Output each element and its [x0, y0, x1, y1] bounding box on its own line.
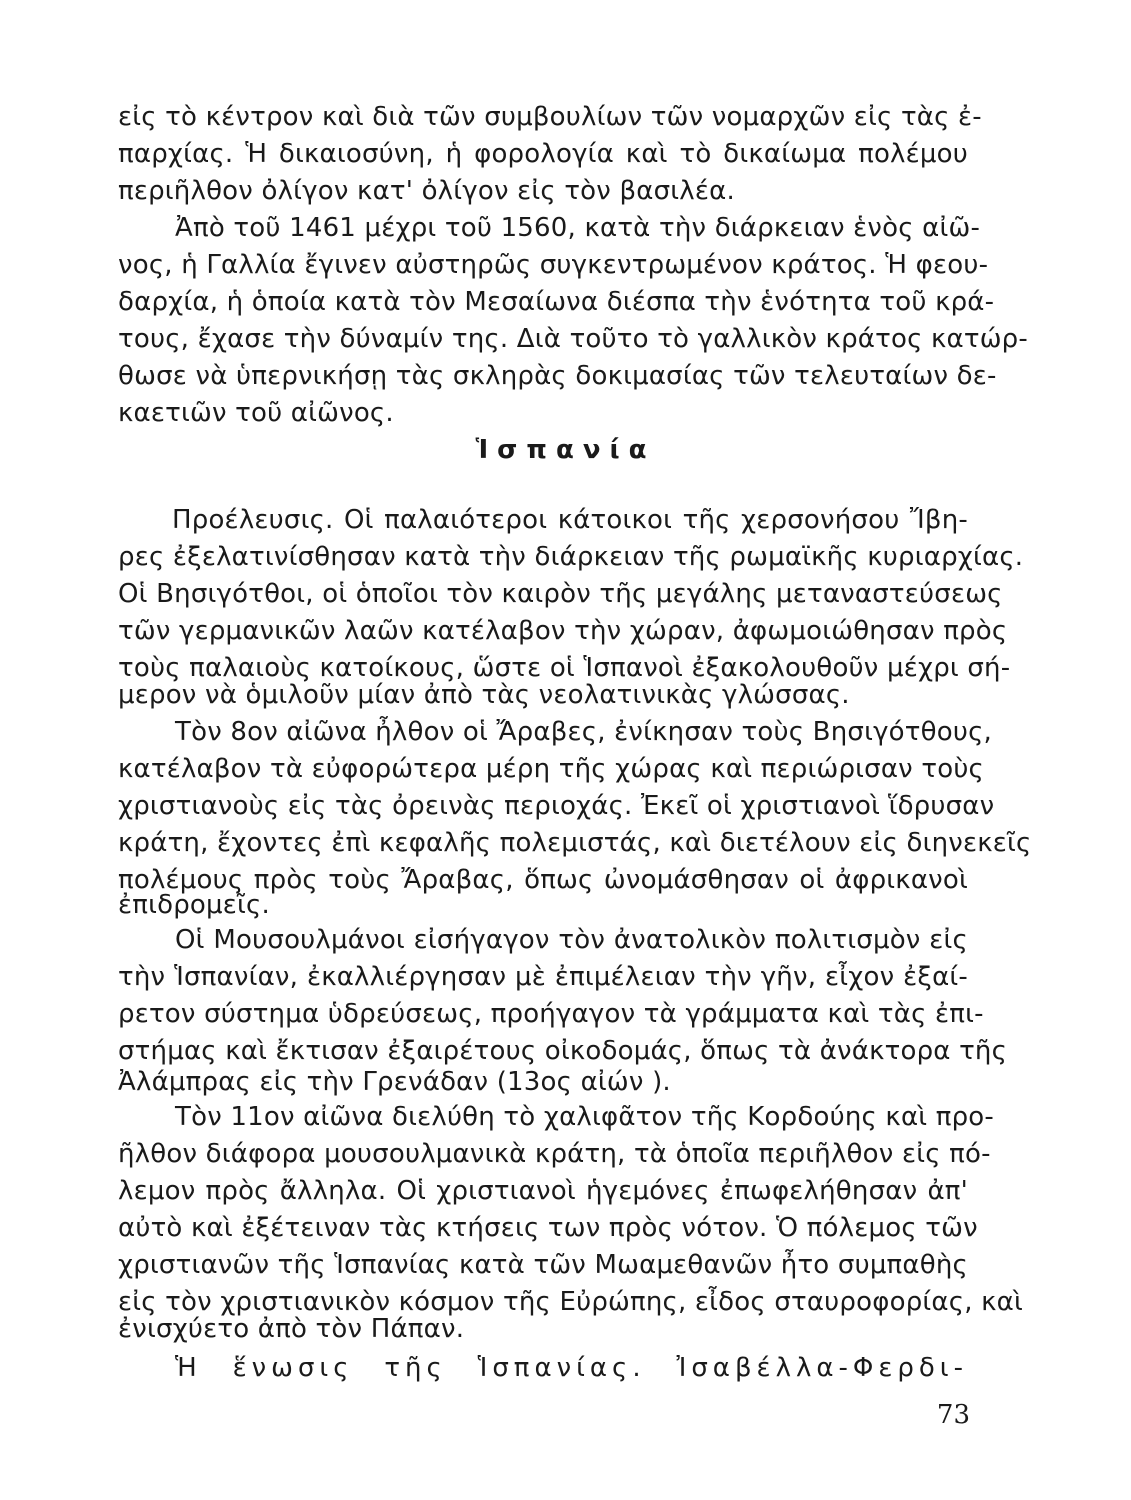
text-line: ρες ἐξελατινίσθησαν κατὰ τὴν διάρκειαν τῆς ρωμαϊκῆς κυριαρχίας.	[118, 542, 1024, 572]
text-line: δαρχία, ἡ ὁποία κατὰ τὸν Μεσαίωνα διέσπα τὴν ἑνότητα τοῦ κρά-	[118, 287, 995, 317]
text-line: Ἀλάμπρας εἰς τὴν Γρενάδαν (13ος αἰών ).	[118, 1067, 671, 1097]
text-line: Οἱ Μουσουλμάνοι εἰσήγαγον τὸν ἀνατολικὸν πολιτισμὸν εἰς	[175, 925, 968, 955]
text-line: Τὸν 8ον αἰῶνα ἦλθον οἱ Ἄραβες, ἐνίκησαν τοὺς Βησιγότθους,	[175, 717, 992, 747]
text-line: Ἀπὸ τοῦ 1461 μέχρι τοῦ 1560, κατὰ τὴν διάρκειαν ἑνὸς αἰῶ-	[175, 213, 981, 243]
text-line: νος, ἡ Γαλλία ἔγινεν αὐστηρῶς συγκεντρωμένον κράτος. Ἡ φεου-	[118, 250, 989, 280]
text-line: τὴν Ἱσπανίαν, ἐκαλλιέργησαν μὲ ἐπιμέλειαν τὴν γῆν, εἶχον ἐξαί-	[118, 962, 968, 992]
text-line: ἐνισχύετο ἀπὸ τὸν Πάπαν.	[118, 1314, 465, 1344]
text-line: μερον νὰ ὁμιλοῦν μίαν ἀπὸ τὰς νεολατινικὰς γλώσσας.	[118, 680, 850, 710]
text-line: κράτη, ἔχοντες ἐπὶ κεφαλῆς πολεμιστάς, καὶ διετέλουν εἰς διηνεκεῖς	[118, 828, 1032, 858]
section-heading: Ἱσπανία	[475, 435, 656, 465]
text-line: Οἱ Βησιγότθοι, οἱ ὁποῖοι τὸν καιρὸν τῆς μεγάλης μεταναστεύσεως	[118, 579, 1003, 609]
text-line: χριστιανοὺς εἰς τὰς ὀρεινὰς περιοχάς. Ἐκεῖ οἱ χριστιανοὶ ἵδρυσαν	[118, 791, 995, 821]
text-line: λεμον πρὸς ἄλληλα. Οἱ χριστιανοὶ ἡγεμόνες ἐπωφελήθησαν ἀπ'	[118, 1176, 968, 1206]
text-line: τους, ἔχασε τὴν δύναμίν της. Διὰ τοῦτο τὸ γαλλικὸν κράτος κατώρ-	[118, 324, 1028, 354]
text-line: χριστιανῶν τῆς Ἱσπανίας κατὰ τῶν Μωαμεθανῶν ἦτο συμπαθὴς	[118, 1250, 968, 1280]
page-number: 73	[936, 1400, 970, 1430]
text-line: πολέμους πρὸς τοὺς Ἄραβας, ὅπως ὠνομάσθησαν οἱ ἀφρικανοὶ	[118, 865, 968, 895]
text-line: εἰς τὸ κέντρον καὶ διὰ τῶν συμβουλίων τῶν νομαρχῶν εἰς τὰς ἐ-	[118, 102, 982, 132]
text-line: Τὸν 11ον αἰῶνα διελύθη τὸ χαλιφᾶτον τῆς Κορδούης καὶ προ-	[175, 1102, 994, 1132]
text-line: περιῆλθον ὀλίγον κατ' ὀλίγον εἰς τὸν βασιλέα.	[118, 176, 735, 206]
text-line: παρχίας. Ἡ δικαιοσύνη, ἡ φορολογία καὶ τὸ δικαίωμα πολέμου	[118, 139, 968, 169]
text-line: Προέλευσις. Οἱ παλαιότεροι κάτοικοι τῆς χερσονήσου Ἴβη-	[172, 505, 968, 535]
text-line: θωσε νὰ ὑπερνικήσῃ τὰς σκληρὰς δοκιμασίας τῶν τελευταίων δε-	[118, 361, 997, 391]
text-line: ῆλθον διάφορα μουσουλμανικὰ κράτη, τὰ ὁποῖα περιῆλθον εἰς πό-	[118, 1139, 991, 1169]
text-line: τῶν γερμανικῶν λαῶν κατέλαβον τὴν χώραν, ἀφωμοιώθησαν πρὸς	[118, 616, 1008, 646]
text-line: ρετον σύστημα ὑδρεύσεως, προήγαγον τὰ γράμματα καὶ τὰς ἐπι-	[118, 999, 984, 1029]
text-line: κατέλαβον τὰ εὐφορώτερα μέρη τῆς χώρας καὶ περιώρισαν τοὺς	[118, 754, 985, 784]
text-line: τοὺς παλαιοὺς κατοίκους, ὥστε οἱ Ἱσπανοὶ ἐξακολουθοῦν μέχρι σή-	[118, 653, 1011, 683]
text-line: καετιῶν τοῦ αἰῶνος.	[118, 398, 394, 428]
text-line: εἰς τὸν χριστιανικὸν κόσμον τῆς Εὐρώπης, εἶδος σταυροφορίας, καὶ	[118, 1287, 1023, 1317]
subsection-start-line: Ἡ ἕνωσις τῆς Ἱσπανίας. Ἰσαβέλλα-Φερδι-	[175, 1353, 968, 1383]
text-line: ἐπιδρομεῖς.	[118, 890, 270, 920]
text-line: αὐτὸ καὶ ἐξέτειναν τὰς κτήσεις των πρὸς νότον. Ὁ πόλεμος τῶν	[118, 1213, 978, 1243]
text-line: στήμας καὶ ἔκτισαν ἐξαιρέτους οἰκοδομάς, ὅπως τὰ ἀνάκτορα τῆς	[118, 1036, 1008, 1066]
